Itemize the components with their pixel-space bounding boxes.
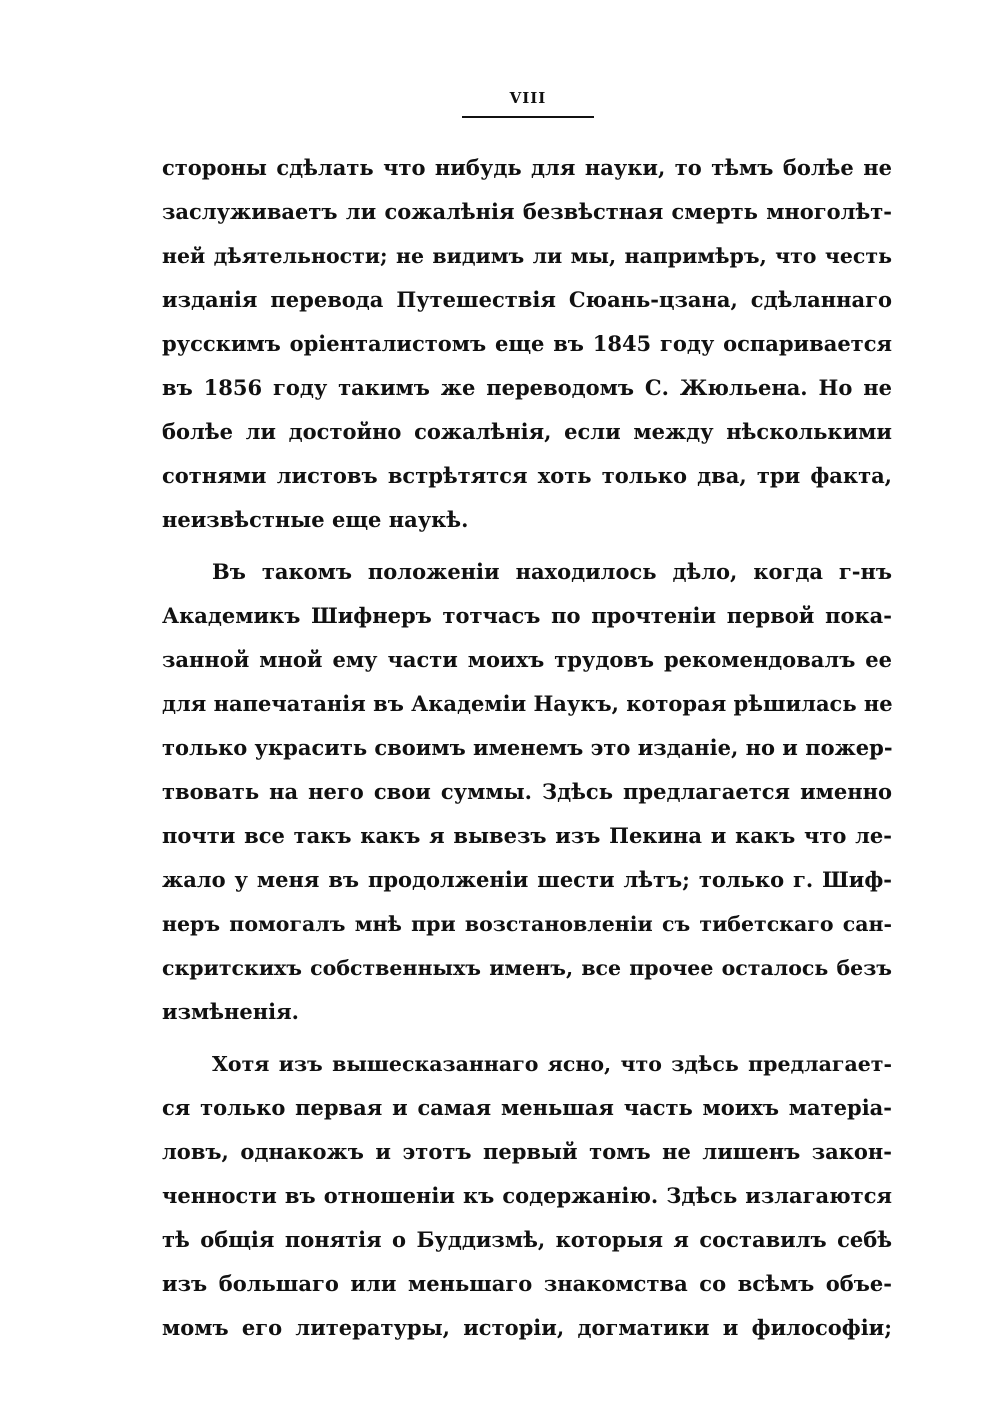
text-line: изданія перевода Путешествія Сюань-цзана, сдѣланнаго bbox=[162, 287, 892, 312]
paragraph-3 bbox=[162, 1042, 892, 1350]
text-line: стороны сдѣлать что нибудь для науки, то тѣмъ болѣе не bbox=[162, 155, 892, 180]
page-body bbox=[162, 146, 892, 1350]
paragraph-1 bbox=[162, 146, 892, 542]
text-line: сотнями листовъ встрѣтятся хоть только два, три факта, bbox=[162, 463, 892, 488]
text-line: ней дѣятельности; не видимъ ли мы, напримѣръ, что честь bbox=[162, 244, 892, 268]
text-line: Въ такомъ положеніи находилось дѣло, когда г-нъ bbox=[212, 559, 892, 584]
text-line: скритскихъ собственныхъ именъ, все прочее осталось безъ bbox=[162, 956, 892, 980]
text-line: въ 1856 году такимъ же переводомъ С. Жюльена. Но не bbox=[162, 375, 892, 400]
paragraph-gap bbox=[162, 1034, 892, 1042]
text-line: почти все такъ какъ я вывезъ изъ Пекина и какъ что ле- bbox=[162, 823, 892, 848]
text-line: ся только первая и самая меньшая часть моихъ матеріа- bbox=[162, 1095, 892, 1120]
text-line: тѣ общія понятія о Буддизмѣ, которыя я составилъ себѣ bbox=[162, 1227, 892, 1252]
text-line: для напечатанія въ Академіи Наукъ, которая рѣшилась не bbox=[162, 691, 893, 716]
text-line: изъ большаго или меньшаго знакомства со всѣмъ объе- bbox=[162, 1271, 892, 1296]
page-number: VIII bbox=[509, 89, 547, 107]
text-line: неизвѣстные еще наукѣ. bbox=[162, 507, 469, 532]
text-line: измѣненія. bbox=[162, 999, 299, 1024]
text-line: Академикъ Шифнеръ тотчасъ по прочтеніи первой пока- bbox=[162, 603, 892, 628]
paragraph-gap bbox=[162, 542, 892, 550]
text-line: Хотя изъ вышесказаннаго ясно, что здѣсь предлагает- bbox=[212, 1052, 892, 1076]
text-line: заслуживаетъ ли сожалѣнія безвѣстная смерть многолѣт- bbox=[162, 199, 892, 224]
text-line: неръ помогалъ мнѣ при возстановленіи съ тибетскаго сан- bbox=[162, 912, 892, 936]
text-line: ченности въ отношеніи къ содержанію. Здѣсь излагаются bbox=[162, 1183, 892, 1208]
paragraph-2 bbox=[162, 550, 892, 1034]
text-line: только украсить своимъ именемъ это изданіе, но и пожер- bbox=[162, 735, 893, 760]
header-rule bbox=[462, 116, 594, 118]
text-line: жало у меня въ продолженіи шести лѣтъ; только г. Шиф- bbox=[162, 867, 892, 892]
text-line: русскимъ оріенталистомъ еще въ 1845 году оспаривается bbox=[162, 331, 892, 356]
text-line: болѣе ли достойно сожалѣнія, если между нѣсколькими bbox=[162, 419, 892, 444]
text-line: ловъ, однакожъ и этотъ первый томъ не лишенъ закон- bbox=[162, 1139, 892, 1164]
text-line: твовать на него свои суммы. Здѣсь предлагается именно bbox=[162, 779, 892, 804]
text-line: занной мной ему части моихъ трудовъ рекомендовалъ ее bbox=[162, 647, 892, 672]
text-line: момъ его литературы, исторіи, догматики и философіи; bbox=[162, 1315, 892, 1340]
